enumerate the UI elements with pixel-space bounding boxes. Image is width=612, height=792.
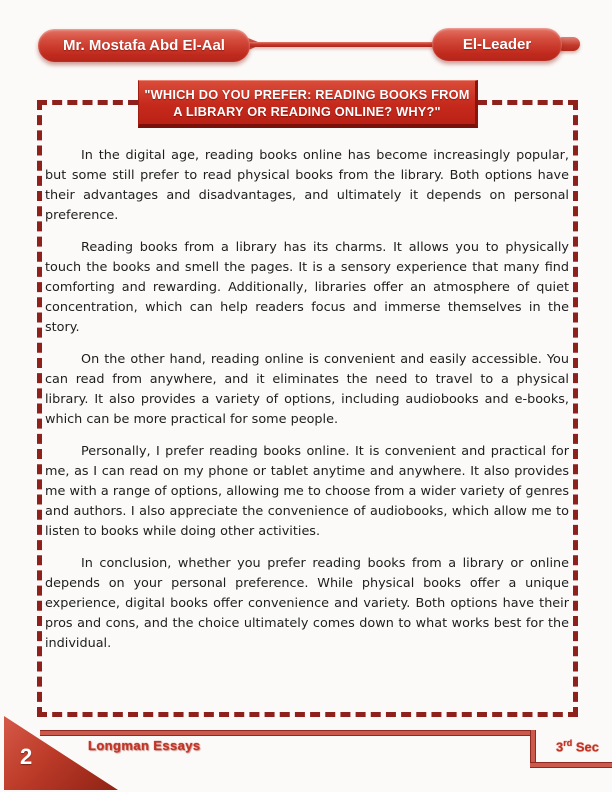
page-number: 2 — [20, 744, 33, 769]
essay-title-line2: A LIBRARY OR READING ONLINE? WHY?" — [173, 103, 441, 119]
footer-rule-top — [40, 730, 536, 736]
essay-title-line1: "WHICH DO YOU PREFER: READING BOOKS FROM — [144, 86, 470, 102]
essay-paragraph-intro: In the digital age, reading books online has become increasingly popular, but some still prefer to read physical books from the library. Both options have their advantages and disadvantages, and ultimately it depends on personal preference. — [45, 148, 569, 223]
grade-word: Sec — [572, 739, 599, 755]
grade-number: 3 — [556, 739, 564, 755]
brand-badge — [432, 28, 562, 61]
teacher-name-badge — [38, 29, 250, 62]
grade-suffix: rd — [563, 738, 573, 748]
essay-body — [45, 146, 569, 666]
essay-title-banner — [138, 80, 478, 128]
brand-label: El-Leader — [462, 36, 532, 53]
teacher-name-label: Mr. Mostafa Abd El-Aal — [63, 37, 225, 54]
footer-series-label: Longman Essays — [88, 738, 201, 753]
footer-rule-bottom — [530, 762, 612, 768]
essay-paragraph-online: On the other hand, reading online is convenient and easily accessible. You can read from anywhere, and it eliminates the need to travel to a physical library. It also provides a variety of options, including audiobooks and e-books, which can be more practical for some people. — [45, 352, 569, 427]
essay-paragraph-preference: Personally, I prefer reading books online. It is convenient and practical for me, as I can read on my phone or tablet anytime and anywhere. It also provides me with a range of options, allowing me to choose from a wider variety of genres and authors. I also appreciate the convenience of audiobooks, which allow me to listen to books while doing other activities. — [45, 444, 569, 539]
essay-paragraph-conclusion: In conclusion, whether you prefer reading books from a library or online depends on your personal preference. While physical books offer a unique experience, digital books offer convenience and variety. Both options have their pros and cons, and the choice ultimately comes down to what works best for the individual. — [45, 556, 569, 651]
footer-grade-label — [556, 738, 599, 754]
essay-paragraph-library: Reading books from a library has its charms. It allows you to physically touch the books and smell the pages. It is a sensory experience that many find comforting and rewarding. Additionally, libraries offer an atmosphere of quiet concentration, which can help readers focus and immerse themselves in the story. — [45, 240, 569, 335]
